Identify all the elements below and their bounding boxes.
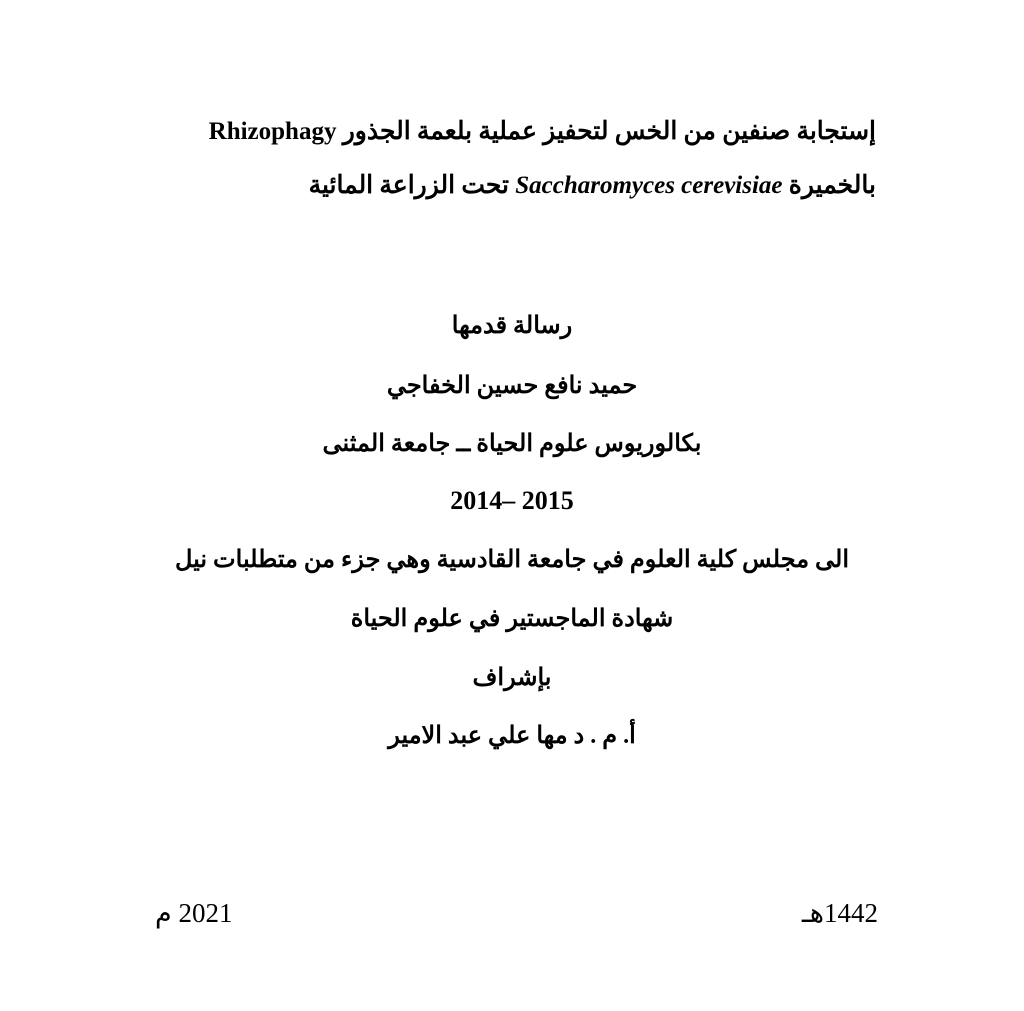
date-hijri: 1442هـ — [801, 898, 878, 928]
degree-sought: شهادة الماجستير في علوم الحياة — [350, 606, 674, 632]
title-line-2 — [309, 170, 876, 200]
supervision-label: بإشراف — [472, 665, 552, 691]
bachelor-degree: بكالوريوس علوم الحياة ــ جامعة المثنى — [322, 431, 702, 457]
title-line-1-arabic: إستجابة صنفين من الخس لتحفيز عملية بلعمة الجذور — [342, 118, 876, 145]
title-line-2-arabic-end: تحت الزراعة المائية — [308, 172, 509, 199]
degree-years: 2014– 2015 — [450, 486, 574, 515]
thesis-by-label: رسالة قدمها — [451, 313, 573, 339]
submission-statement: الى مجلس كلية العلوم في جامعة القادسية وهي جزء من متطلبات نيل — [174, 547, 850, 573]
title-line-1-latin: Rhizophagy — [208, 118, 337, 145]
date-gregorian: 2021 م — [155, 898, 233, 928]
title-line-2-arabic-start: بالخميرة — [788, 172, 876, 199]
title-line-1 — [209, 116, 876, 146]
author-name: حميد نافع حسين الخفاجي — [386, 373, 638, 399]
supervisor-name: أ. م . د مها علي عبد الامير — [388, 723, 636, 749]
title-line-2-latin: Saccharomyces cerevisiae — [515, 172, 783, 199]
